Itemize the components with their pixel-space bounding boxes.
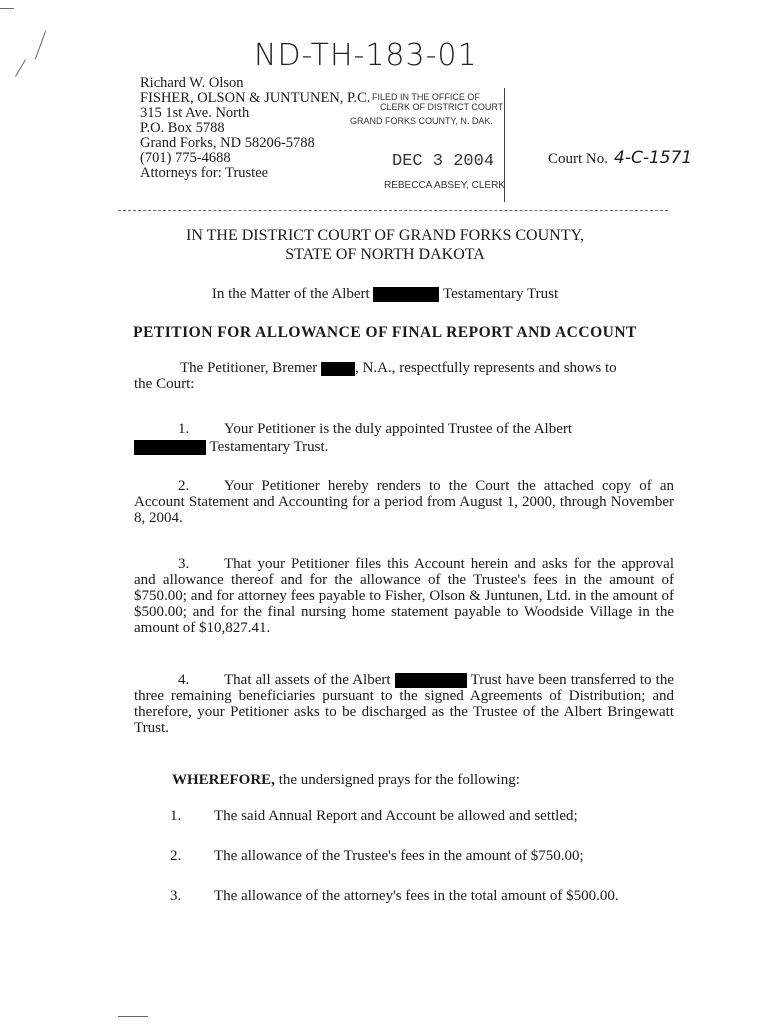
paragraph-number: 1. [178,421,190,437]
paragraph-number: 4. [178,672,190,688]
firm-name: FISHER, OLSON & JUNTUNEN, P.C. [140,90,371,106]
court-number-label: Court No. [548,151,608,167]
scan-mark [35,31,46,60]
paragraph-2 [134,478,674,526]
handwritten-doc-id: ND-TH-183-01 [254,38,478,73]
redaction-bar [395,673,467,688]
intro-part3: the Court: [134,376,195,392]
firm-po-box: P.O. Box 5788 [140,120,225,136]
court-number [548,148,692,168]
intro-paragraph [134,360,674,392]
scan-mark [118,1016,148,1017]
paragraph-1 [134,420,674,456]
matter-prefix: In the Matter of the Albert [211,286,370,302]
matter-line [0,286,770,303]
prayer-text: The allowance of the attorney's fees in the total amount of $500.00. [214,888,619,904]
firm-street: 315 1st Ave. North [140,105,250,121]
attorney-role: Attorneys for: Trustee [140,165,269,181]
paragraph-1-line2: Testamentary Trust. [209,439,329,455]
redaction-bar [321,362,355,376]
wherefore-clause [172,772,520,789]
intro-part2: , N.A., respectfully represents and shows to [355,360,617,376]
stamp-county-line: GRAND FORKS COUNTY, N. DAK. [350,116,493,126]
prayer-text: The allowance of the Trustee's fees in the amount of $750.00; [214,848,584,864]
stamp-border [504,88,505,202]
paragraph-4 [134,672,674,736]
court-caption-line2: STATE OF NORTH DAKOTA [285,246,485,263]
header-divider [118,210,668,211]
firm-city: Grand Forks, ND 58206-5788 [140,135,315,151]
petition-title: PETITION FOR ALLOWANCE OF FINAL REPORT AND ACCOUNT [133,324,637,341]
paragraph-3 [134,556,674,636]
court-number-value: 4-C-1571 [614,148,693,168]
intro-part1: The Petitioner, Bremer [180,360,318,376]
paragraph-2-text: Your Petitioner hereby renders to the Court the attached copy of an Account Statement and Accounting for a period from August 1, 2000, through November 8, 2004. [134,478,674,526]
prayer-item [170,808,578,825]
prayer-number: 1. [170,808,182,824]
attorney-name: Richard W. Olson [140,75,244,91]
redaction-bar [134,440,206,455]
paragraph-3-text: That your Petitioner files this Account herein and asks for the approval and allowance thereof and for the allowance of the Trustee's fees in the amount of $750.00; and for attorney fees payable to Fisher, Olson & Juntunen, Ltd. in the amount of $500.00; and for the final nursing home statement payable to Woodside Village in the amount of $10,827.41. [134,556,674,636]
wherefore-bold: WHEREFORE, [172,772,275,788]
prayer-item [170,888,619,905]
prayer-text: The said Annual Report and Account be allowed and settled; [214,808,578,824]
attorney-block [140,76,370,181]
court-caption-line1: IN THE DISTRICT COURT OF GRAND FORKS COUNTY, [186,227,584,244]
prayer-number: 3. [170,888,182,904]
paragraph-number: 2. [178,478,190,494]
matter-suffix: Testamentary Trust [442,286,559,302]
scan-mark [15,59,26,77]
paragraph-4-part1: That all assets of the Albert [224,672,391,688]
scan-mark [0,8,14,9]
stamp-date: DEC 3 2004 [392,152,495,171]
paragraph-number: 3. [178,556,190,572]
stamp-filed-line: FILED IN THE OFFICE OF [372,92,480,102]
redaction-bar [373,287,439,302]
paragraph-1-line1: Your Petitioner is the duly appointed Trustee of the Albert [224,421,573,437]
prayer-number: 2. [170,848,182,864]
stamp-clerk-line: CLERK OF DISTRICT COURT [380,102,504,112]
firm-phone: (701) 775-4688 [140,150,231,166]
prayer-item [170,848,584,865]
stamp-clerk-name: REBECCA ABSEY, CLERK [384,180,505,191]
wherefore-rest: the undersigned prays for the following: [274,772,520,788]
paragraph-4-part2: Trust have been transferred to the three remaining beneficiaries pursuant to the signed Agreements of Distribution; and therefore, your Petitioner asks to be discharged as the Trustee of the Albert Bringewatt Trust. [134,672,675,737]
court-caption [0,226,770,264]
